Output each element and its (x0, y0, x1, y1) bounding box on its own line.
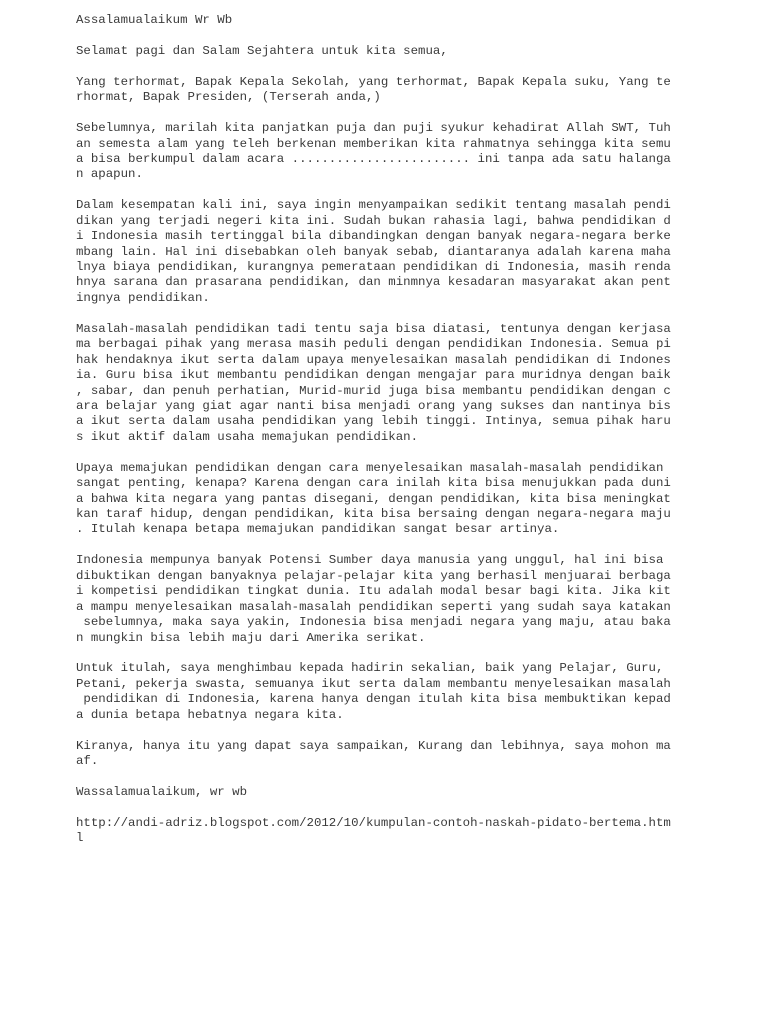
text-line: Masalah-masalah pendidikan tadi tentu saja bisa diatasi, tentunya dengan kerjasa (76, 321, 671, 336)
greeting-opening (76, 13, 696, 28)
appeal-paragraph (76, 661, 696, 723)
source-url (76, 816, 696, 847)
text-line: Indonesia mempunya banyak Potensi Sumber daya manusia yang unggul, hal ini bisa (76, 553, 664, 568)
greeting-salutation (76, 44, 696, 59)
text-line: n mungkin bisa lebih maju dari Amerika serikat. (76, 630, 426, 645)
text-line: Assalamualaikum Wr Wb (76, 13, 233, 27)
text-line: lnya biaya pendidikan, kurangnya pemerataan pendidikan di Indonesia, masih renda (76, 260, 671, 274)
solution-paragraph (76, 322, 696, 446)
text-line: . Itulah kenapa betapa memajukan pandidikan sangat besar artinya. (76, 522, 560, 537)
text-line: hak hendaknya ikut serta dalam upaya menyelesaikan masalah pendidikan di Indones (76, 352, 671, 367)
text-line: Kiranya, hanya itu yang dapat saya sampaikan, Kurang dan lebihnya, saya mohon ma (76, 738, 671, 753)
text-line: Wassalamualaikum, wr wb (76, 784, 248, 799)
text-line: a bahwa kita negara yang pantas disegani, dengan pendidikan, kita bisa meningkat (76, 491, 671, 506)
text-line: Dalam kesempatan kali ini, saya ingin menyampaikan sedikit tentang masalah pendi (76, 198, 671, 213)
text-line: Petani, pekerja swasta, semuanya ikut serta dalam membantu menyelesaikan masalah (76, 676, 671, 691)
text-line: Upaya memajukan pendidikan dengan cara menyelesaikan masalah-masalah pendidikan (76, 460, 664, 475)
text-line: af. (76, 754, 99, 768)
text-line: sebelumnya, maka saya yakin, Indonesia bisa menjadi negara yang maju, atau baka (76, 615, 671, 630)
text-line: hnya sarana dan prasarana pendidikan, dan minmnya kesadaran masyarakat akan pent (76, 275, 671, 290)
text-line: kan taraf hidup, dengan pendidikan, kita bisa bersaing dengan negara-negara maju (76, 507, 671, 521)
text-line: i kompetisi pendidikan tingkat dunia. Itu adalah modal besar bagi kita. Jika kit (76, 584, 671, 599)
text-line: pendidikan di Indonesia, karena hanya dengan itulah kita bisa membuktikan kepad (76, 692, 671, 707)
greeting-closing (76, 785, 696, 800)
text-line: a ikut serta dalam usaha pendidikan yang lebih tinggi. Intinya, semua pihak haru (76, 414, 671, 429)
text-line: n apapun. (76, 167, 143, 182)
text-line: a dunia betapa hebatnya negara kita. (76, 707, 344, 722)
text-line: ingnya pendidikan. (76, 290, 210, 305)
text-line: dikan yang terjadi negeri kita ini. Sudah bukan rahasia lagi, bahwa pendidikan d (76, 213, 671, 228)
text-line: Selamat pagi dan Salam Sejahtera untuk kita semua, (76, 43, 448, 58)
text-line: rhormat, Bapak Presiden, (Terserah anda,) (76, 90, 381, 105)
text-line: Untuk itulah, saya menghimbau kepada hadirin sekalian, baik yang Pelajar, Guru, (76, 661, 664, 676)
text-line: an semesta alam yang teleh berkenan memberikan kita rahmatnya sehingga kita semu (76, 136, 671, 151)
text-line: , sabar, dan penuh perhatian, Murid-murid juga bisa membantu pendidikan dengan c (76, 383, 671, 398)
text-line: ma berbagai pihak yang merasa masih peduli dengan pendidikan Indonesia. Semua pi (76, 337, 671, 352)
text-line: dibuktikan dengan banyaknya pelajar-pelajar kita yang berhasil menjuarai berbaga (76, 568, 671, 583)
text-line: ara belajar yang giat agar nanti bisa menjadi orang yang sukses dan nantinya bis (76, 398, 671, 413)
text-line: mbang lain. Hal ini disebabkan oleh banyak sebab, diantaranya adalah karena maha (76, 244, 671, 259)
text-line: Sebelumnya, marilah kita panjatkan puja dan puji syukur kehadirat Allah SWT, Tuh (76, 121, 671, 136)
text-line: i Indonesia masih tertinggal bila dibandingkan dengan banyak negara-negara berke (76, 229, 671, 244)
text-line: l (76, 831, 84, 846)
text-line: s ikut aktif dalam usaha memajukan pendidikan. (76, 429, 419, 444)
text-line: a bisa berkumpul dalam acara ........................ ini tanpa ada satu halanga (76, 151, 671, 166)
text-line: http://andi-adriz.blogspot.com/2012/10/kumpulan-contoh-naskah-pidato-bertema.htm (76, 815, 671, 830)
text-line: ia. Guru bisa ikut membantu pendidikan dengan mengajar para muridnya dengan baik (76, 368, 671, 383)
address-paragraph (76, 75, 696, 106)
text-line: a mampu menyelesaikan masalah-masalah pendidikan seperti yang sudah saya katakan (76, 599, 671, 614)
document-body (76, 13, 696, 862)
text-line: sangat penting, kenapa? Karena dengan cara inilah kita bisa menujukkan pada duni (76, 476, 671, 491)
gratitude-paragraph (76, 121, 696, 183)
text-line: Yang terhormat, Bapak Kepala Sekolah, yang terhormat, Bapak Kepala suku, Yang te (76, 74, 671, 89)
importance-paragraph (76, 461, 696, 538)
closing-paragraph (76, 739, 696, 770)
potential-paragraph (76, 553, 696, 646)
problem-paragraph (76, 198, 696, 306)
